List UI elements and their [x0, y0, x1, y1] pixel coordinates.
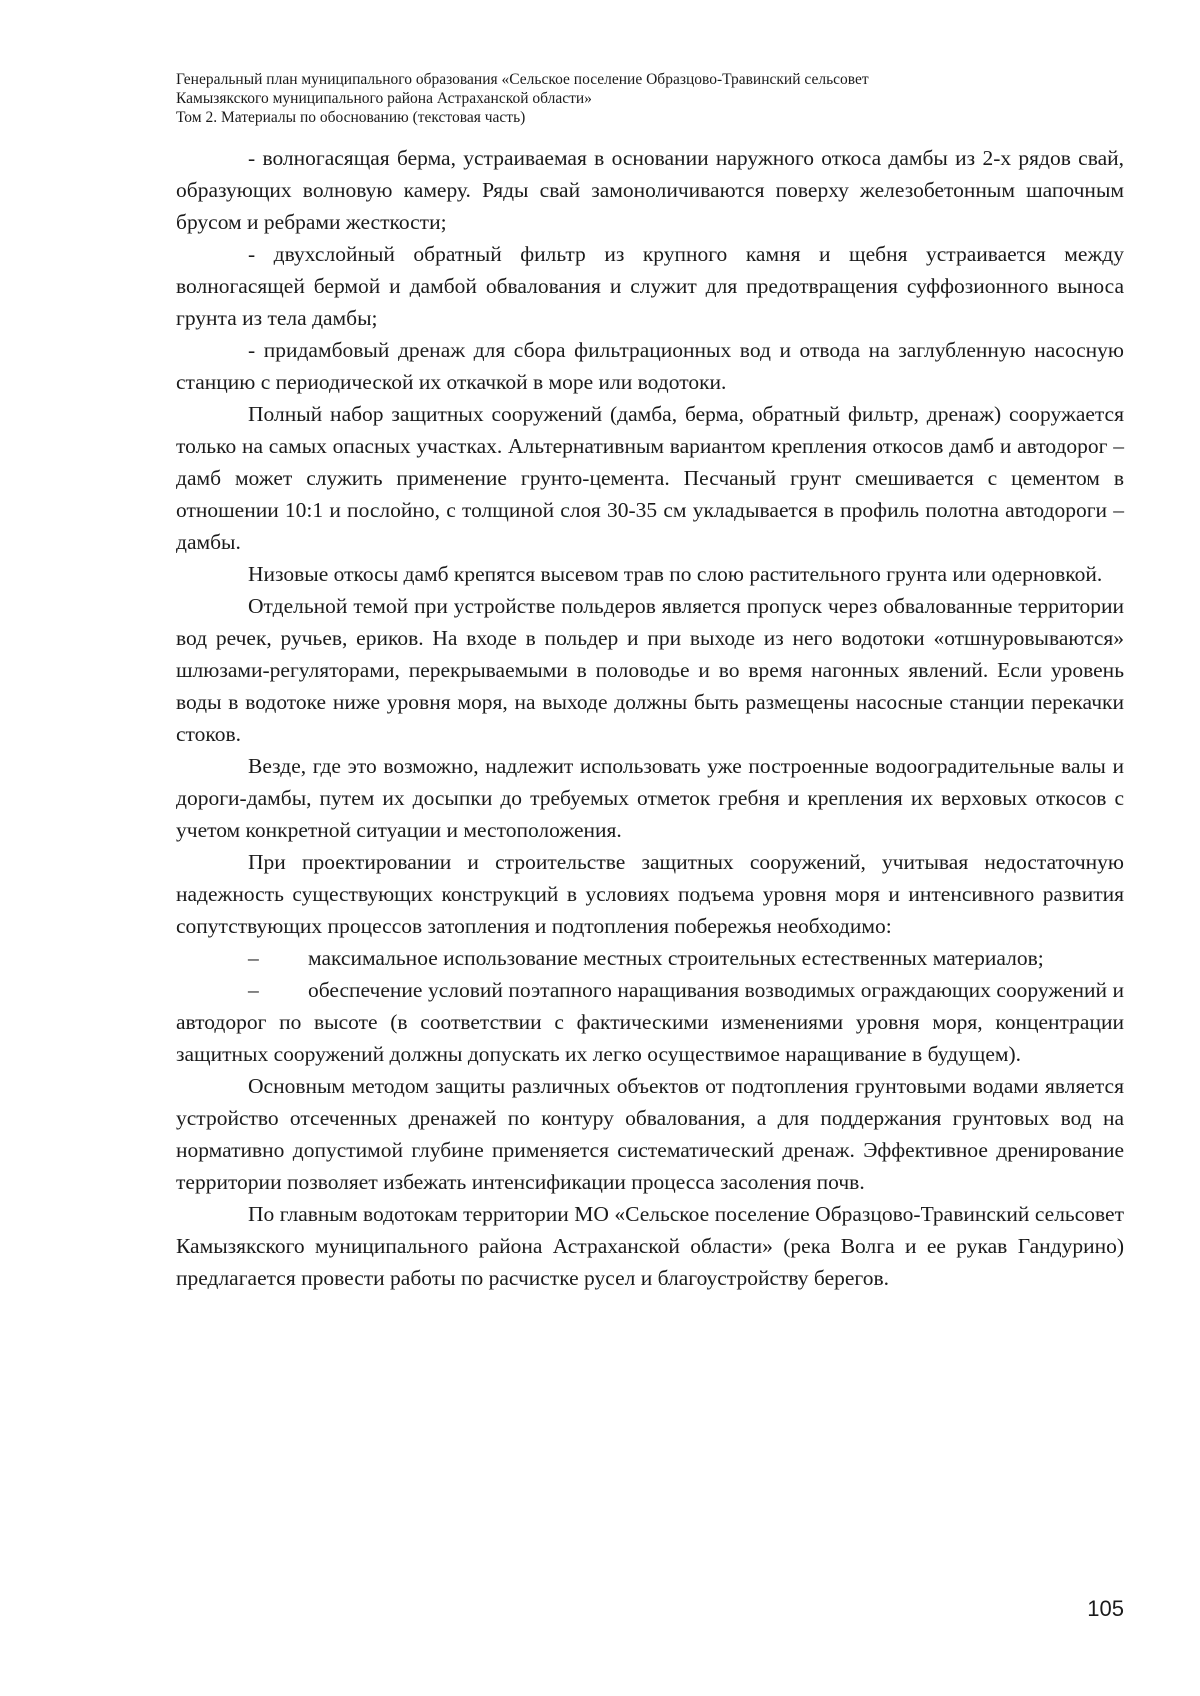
paragraph-existing-dams: Везде, где это возможно, надлежит использовать уже построенные водооградительные валы и дороги-дамбы, путем их досыпки до требуемых отметок гребня и крепления их верховых откосов с учетом конкретной ситуации и местоположения. [176, 754, 1124, 842]
list-item-materials [176, 942, 1124, 974]
list-item-staged-build [176, 974, 1124, 1070]
paragraph-full-set: Полный набор защитных сооружений (дамба, берма, обратный фильтр, дренаж) сооружается только на самых опасных участках. Альтернативным вариантом крепления откосов дамб и автодорог – дамб может служить применение грунто-цемента. Песчаный грунт смешивается с цементом в отношении 10:1 и послойно, с толщиной слоя 30-35 см укладывается в профиль полотна автодороги – дамбы. [176, 402, 1124, 554]
list-item-text: обеспечение условий поэтапного наращивания возводимых ограждающих сооружений и автодорог по высоте (в соответствии с фактическими изменениями уровня моря, концентрации защитных сооружений должны допускать их легко осуществимое наращивание в будущем). [176, 978, 1124, 1066]
list-dash: – [248, 946, 259, 970]
header-line-2: Камызякского муниципального района Астраханской области» [176, 90, 592, 107]
paragraph-filter: - двухслойный обратный фильтр из крупного камня и щебня устраивается между волногасящей бермой и дамбой обвалования и служит для предотвращения суффозионного выноса грунта из тела дамбы; [176, 242, 1124, 330]
body-text [176, 142, 1124, 1294]
list-item-text: максимальное использование местных строительных естественных материалов; [308, 946, 1044, 970]
paragraph-lower-slopes: Низовые откосы дамб крепятся высевом трав по слою растительного грунта или одерновкой. [248, 562, 1103, 586]
paragraph-design-requirements: При проектировании и строительстве защитных сооружений, учитывая недостаточную надежность существующих конструкций в условиях подъема уровня моря и интенсивного развития сопутствующих процессов затопления и подтопления побережья необходимо: [176, 850, 1124, 938]
paragraph-groundwater: Основным методом защиты различных объектов от подтопления грунтовыми водами является устройство отсеченных дренажей по контуру обвалования, а для поддержания грунтовых вод на нормативно допустимой глубине применяется систематический дренаж. Эффективное дренирование территории позволяет избежать интенсификации процесса засоления почв. [176, 1074, 1124, 1194]
page-number: 105 [1087, 1596, 1124, 1621]
list-dash: – [248, 978, 259, 1002]
header-line-1: Генеральный план муниципального образования «Сельское поселение Образцово-Травинский сельсовет [176, 71, 869, 88]
running-header [176, 70, 1124, 127]
header-line-3: Том 2. Материалы по обоснованию (текстовая часть) [176, 109, 526, 126]
paragraph-drainage: - придамбовый дренаж для сбора фильтрационных вод и отвода на заглубленную насосную станцию с периодической их откачкой в море или водотоки. [176, 338, 1124, 394]
paragraph-berm: - волногасящая берма, устраиваемая в основании наружного откоса дамбы из 2-х рядов свай, образующих волновую камеру. Ряды свай замоноличиваются поверху железобетонным шапочным брусом и ребрами жесткости; [176, 146, 1124, 234]
paragraph-watercourses: По главным водотокам территории МО «Сельское поселение Образцово-Травинский сельсовет Камызякского муниципального района Астраханской области» (река Волга и ее рукав Гандурино) предлагается провести работы по расчистке русел и благоустройству берегов. [176, 1202, 1124, 1290]
paragraph-polders: Отдельной темой при устройстве польдеров является пропуск через обвалованные территории вод речек, ручьев, ериков. На входе в польдер и при выходе из него водотоки «отшнуровываются» шлюзами-регуляторами, перекрываемыми в половодье и во время нагонных явлений. Если уровень воды в водотоке ниже уровня моря, на выходе должны быть размещены насосные станции перекачки стоков. [176, 594, 1124, 746]
